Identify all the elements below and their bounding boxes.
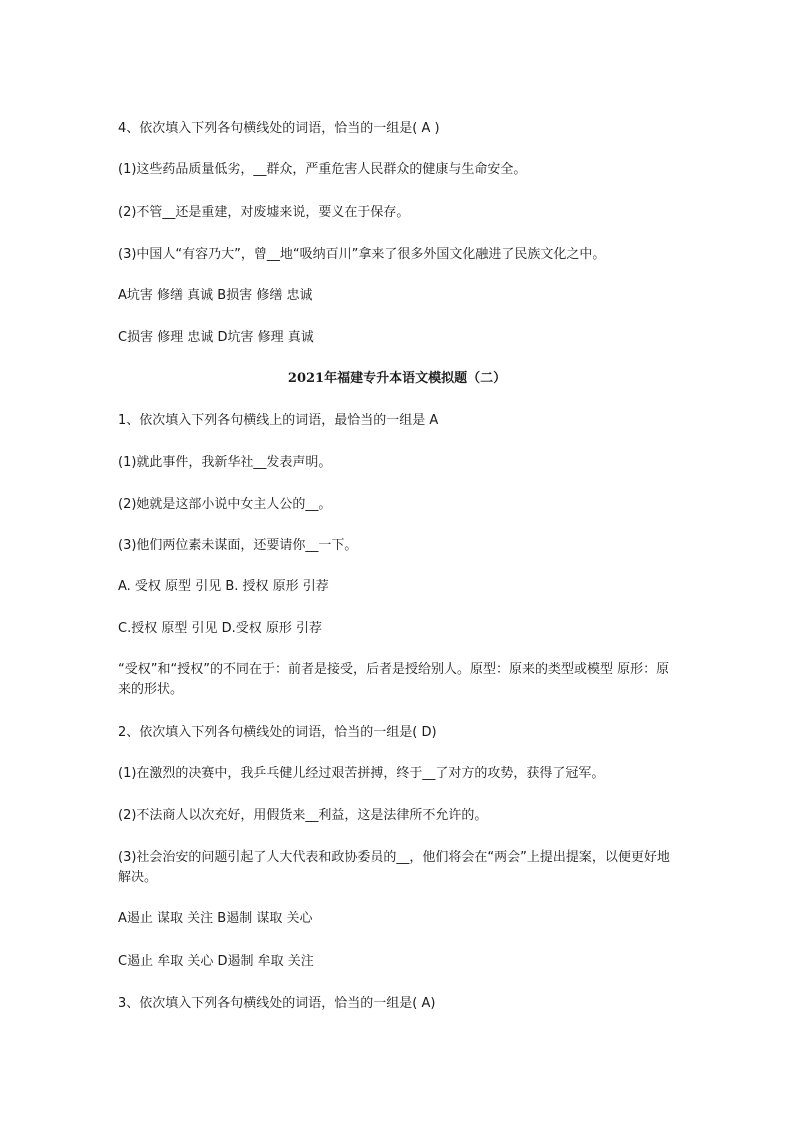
question-3-stem: 3、依次填入下列各句横线处的词语，恰当的一组是( A): [118, 996, 436, 1011]
question-4-sentence-1: (1)这些药品质量低劣，__群众，严重危害人民群众的健康与生命安全。: [118, 162, 527, 177]
question-2-sentence-2: (2)不法商人以次充好，用假货来__利益，这是法律所不允许的。: [118, 808, 488, 823]
question-4-sentence-2: (2)不管__还是重建，对废墟来说，要义在于保存。: [118, 205, 410, 220]
question-4-stem: 4、依次填入下列各句横线处的词语，恰当的一组是( A ): [118, 121, 440, 136]
question-1-options-cd: C.授权 原型 引见 D.受权 原形 引荐: [118, 621, 323, 636]
question-2-options-ab: A遏止 谋取 关注 B遏制 谋取 关心: [118, 911, 313, 926]
question-4-options-cd: C损害 修理 忠诚 D坑害 修理 真诚: [118, 330, 314, 345]
question-1-sentence-3: (3)他们两位素未谋面，还要请你__一下。: [118, 538, 358, 553]
question-4-options-ab: A坑害 修缮 真诚 B损害 修缮 忠诚: [118, 288, 313, 303]
question-1-explanation: “受权”和“授权”的不同在于：前者是接受，后者是授给别人。原型：原来的类型或模型 原形：原来的形状。: [118, 662, 670, 697]
question-1-sentence-2: (2)她就是这部小说中女主人公的__。: [118, 497, 332, 512]
question-1-sentence-1: (1)就此事件，我新华社__发表声明。: [118, 455, 332, 470]
question-1-stem: 1、依次填入下列各句横线上的词语，最恰当的一组是 A: [118, 413, 439, 428]
section-title: 2021年福建专升本语文模拟题（二）: [287, 371, 507, 386]
question-2-sentence-3: (3)社会治安的问题引起了人大代表和政协委员的__，他们将会在“两会”上提出提案，以便更好地解决。: [118, 850, 670, 885]
question-2-sentence-1: (1)在激烈的决赛中，我乒乓健儿经过艰苦拼搏，终于__了对方的攻势，获得了冠军。: [118, 766, 605, 781]
question-1-options-ab: A. 受权 原型 引见 B. 授权 原形 引荐: [118, 579, 329, 594]
question-4-sentence-3: (3)中国人“有容乃大”，曾__地“吸纳百川”拿来了很多外国文化融进了民族文化之中。: [118, 247, 606, 262]
question-2-options-cd: C遏止 牟取 关心 D遏制 牟取 关注: [118, 954, 314, 969]
question-2-stem: 2、依次填入下列各句横线处的词语，恰当的一组是( D): [118, 725, 437, 740]
